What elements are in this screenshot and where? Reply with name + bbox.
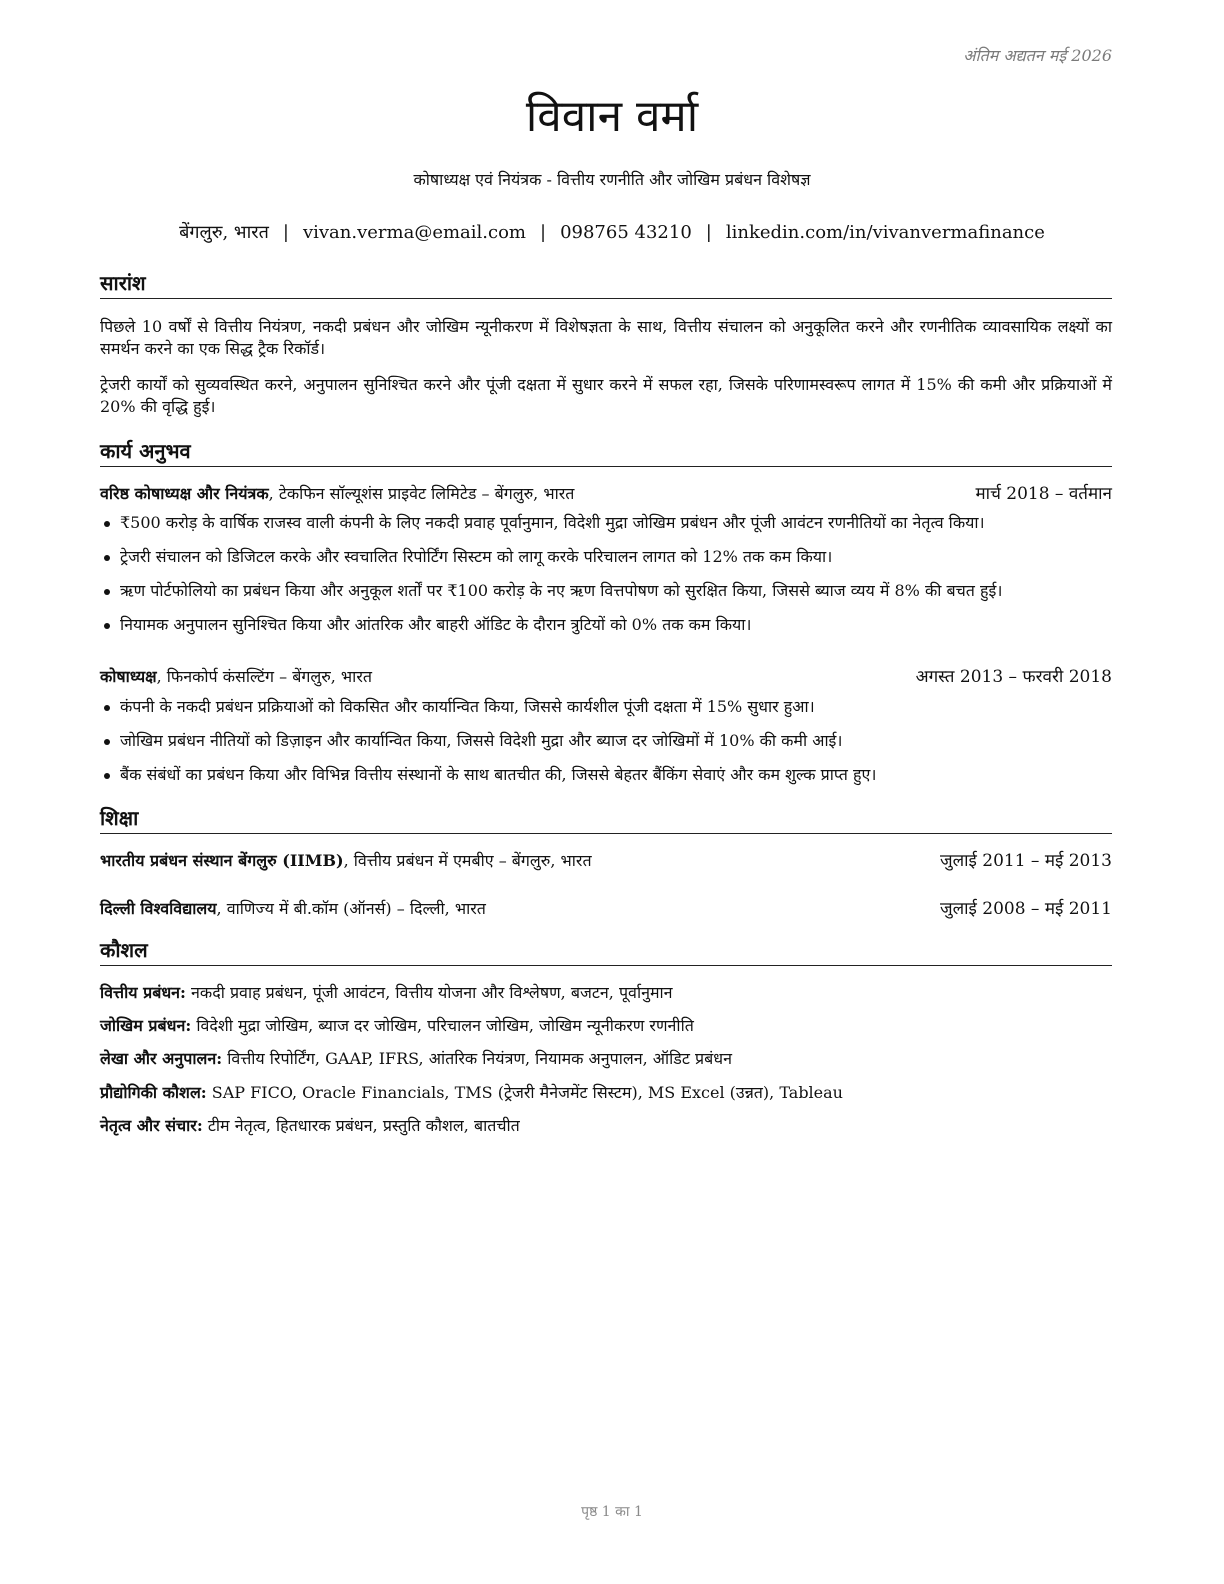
section-title-summary: सारांश (100, 270, 1112, 299)
job-title-line (100, 483, 574, 505)
contact-separator: | (282, 222, 289, 243)
last-updated: अंतिम अद्यतन मई 2026 (963, 46, 1112, 65)
skill-value: SAP FICO, Oracle Financials, TMS (ट्रेजरी मैनेजमेंट सिस्टम), MS Excel (उन्नत), Tableau (206, 1083, 843, 1102)
contact-phone[interactable]: 098765 43210 (560, 222, 692, 243)
job-dates: मार्च 2018 – वर्तमान (975, 484, 1112, 504)
skill-value: नकदी प्रवाह प्रबंधन, पूंजी आवंटन, वित्तीय योजना और विश्लेषण, बजटन, पूर्वानुमान (185, 983, 673, 1002)
list-item: बैंक संबंधों का प्रबंधन किया और विभिन्न वित्तीय संस्थानों के साथ बातचीत की, जिससे बेहतर बैंकिंग सेवाएं और कम शुल्क प्राप्त हुए। (100, 764, 1120, 798)
list-item: ऋण पोर्टफोलियो का प्रबंधन किया और अनुकूल शर्तों पर ₹100 करोड़ के नए ऋण वित्तपोषण को सुरक्षित किया, जिससे ब्याज व्यय में 8% की बचत हुई। (100, 580, 1120, 614)
tagline: कोषाध्यक्ष एवं नियंत्रक - वित्तीय रणनीति और जोखिम प्रबंधन विशेषज्ञ (413, 170, 811, 189)
candidate-name: विवान वर्मा (525, 91, 699, 142)
education-line (100, 898, 486, 920)
skill-label: वित्तीय प्रबंधन: (100, 983, 186, 1002)
section-title-experience: कार्य अनुभव (100, 438, 1112, 467)
contact-separator: | (705, 222, 712, 243)
contact-email[interactable]: vivan.verma@email.com (302, 222, 526, 243)
summary-paragraph-2: ट्रेजरी कार्यों को सुव्यवस्थित करने, अनुपालन सुनिश्चित करने और पूंजी दक्षता में सुधार करने में सफल रहा, जिसके परिणामस्वरूप लागत में 15% की कमी और प्रक्रियाओं में 20% की वृद्धि हुई। (100, 375, 1112, 416)
list-item: ट्रेजरी संचालन को डिजिटल करके और स्वचालित रिपोर्टिंग सिस्टम को लागू करके परिचालन लागत को 12% तक कम किया। (100, 546, 1120, 580)
skill-row (100, 1115, 1112, 1137)
section-title-skills: कौशल (100, 937, 1112, 966)
list-item: ₹500 करोड़ के वार्षिक राजस्व वाली कंपनी के लिए नकदी प्रवाह पूर्वानुमान, विदेशी मुद्रा जोखिम प्रबंधन और पूंजी आवंटन रणनीतियों का नेतृत्व किया। (100, 512, 1120, 546)
skill-label: नेतृत्व और संचार: (100, 1116, 203, 1135)
education-institution: भारतीय प्रबंधन संस्थान बेंगलुरु (IIMB) (100, 851, 344, 870)
summary-paragraph-1: पिछले 10 वर्षों से वित्तीय नियंत्रण, नकदी प्रबंधन और जोखिम न्यूनीकरण में विशेषज्ञता के साथ, वित्तीय संचालन को अनुकूलित करने और रणनीतिक व्यावसायिक लक्ष्यों का समर्थन करने का एक सिद्ध ट्रैक रिकॉर्ड। (100, 317, 1112, 358)
contact-line (0, 220, 1224, 244)
skill-row (100, 1048, 1112, 1070)
education-institution: दिल्ली विश्वविद्यालय (100, 899, 217, 918)
list-item: नियामक अनुपालन सुनिश्चित किया और आंतरिक और बाहरी ऑडिट के दौरान त्रुटियों को 0% तक कम किया। (100, 614, 1120, 648)
skill-value: टीम नेतृत्व, हितधारक प्रबंधन, प्रस्तुति कौशल, बातचीत (202, 1116, 520, 1135)
page-footer: पृष्ठ 1 का 1 (581, 1504, 643, 1520)
job-org: , फिनकोर्प कंसल्टिंग – बेंगलुरु, भारत (156, 667, 372, 686)
skill-value: वित्तीय रिपोर्टिंग, GAAP, IFRS, आंतरिक नियंत्रण, नियामक अनुपालन, ऑडिट प्रबंधन (222, 1049, 732, 1068)
skill-label: लेखा और अनुपालन: (100, 1049, 223, 1068)
skill-label: जोखिम प्रबंधन: (100, 1016, 192, 1035)
skill-row (100, 1015, 1112, 1037)
list-item: जोखिम प्रबंधन नीतियों को डिज़ाइन और कार्यान्वित किया, जिससे विदेशी मुद्रा और ब्याज दर जोखिमों में 10% की कमी आई। (100, 730, 1120, 764)
education-detail: , वित्तीय प्रबंधन में एमबीए – बेंगलुरु, भारत (343, 851, 592, 870)
skill-label: प्रौद्योगिकी कौशल: (100, 1083, 207, 1102)
list-item: कंपनी के नकदी प्रबंधन प्रक्रियाओं को विकसित और कार्यान्वित किया, जिससे कार्यशील पूंजी दक्षता में 15% सुधार हुआ। (100, 696, 1120, 730)
skill-value: विदेशी मुद्रा जोखिम, ब्याज दर जोखिम, परिचालन जोखिम, जोखिम न्यूनीकरण रणनीति (191, 1016, 694, 1035)
education-dates: जुलाई 2008 – मई 2011 (939, 899, 1112, 919)
contact-separator: | (540, 222, 547, 243)
education-detail: , वाणिज्य में बी.कॉम (ऑनर्स) – दिल्ली, भारत (216, 899, 486, 918)
skill-row (100, 982, 1112, 1004)
job-bullets (100, 696, 1120, 798)
job-bullets (100, 512, 1120, 648)
education-item (100, 898, 1112, 920)
job-role: वरिष्ठ कोषाध्यक्ष और नियंत्रक (100, 484, 269, 503)
skill-row (100, 1082, 1112, 1104)
job-heading (100, 483, 1112, 505)
education-dates: जुलाई 2011 – मई 2013 (939, 851, 1112, 871)
job-dates: अगस्त 2013 – फरवरी 2018 (915, 667, 1112, 687)
education-item (100, 850, 1112, 872)
job-title-line (100, 666, 372, 688)
section-title-education: शिक्षा (100, 805, 1112, 834)
contact-location: बेंगलुरु, भारत (179, 222, 269, 243)
job-heading (100, 666, 1112, 688)
job-role: कोषाध्यक्ष (100, 667, 157, 686)
job-org: , टेकफिन सॉल्यूशंस प्राइवेट लिमिटेड – बेंगलुरु, भारत (268, 484, 575, 503)
contact-linkedin[interactable]: linkedin.com/in/vivanvermafinance (725, 222, 1045, 243)
education-line (100, 850, 592, 872)
